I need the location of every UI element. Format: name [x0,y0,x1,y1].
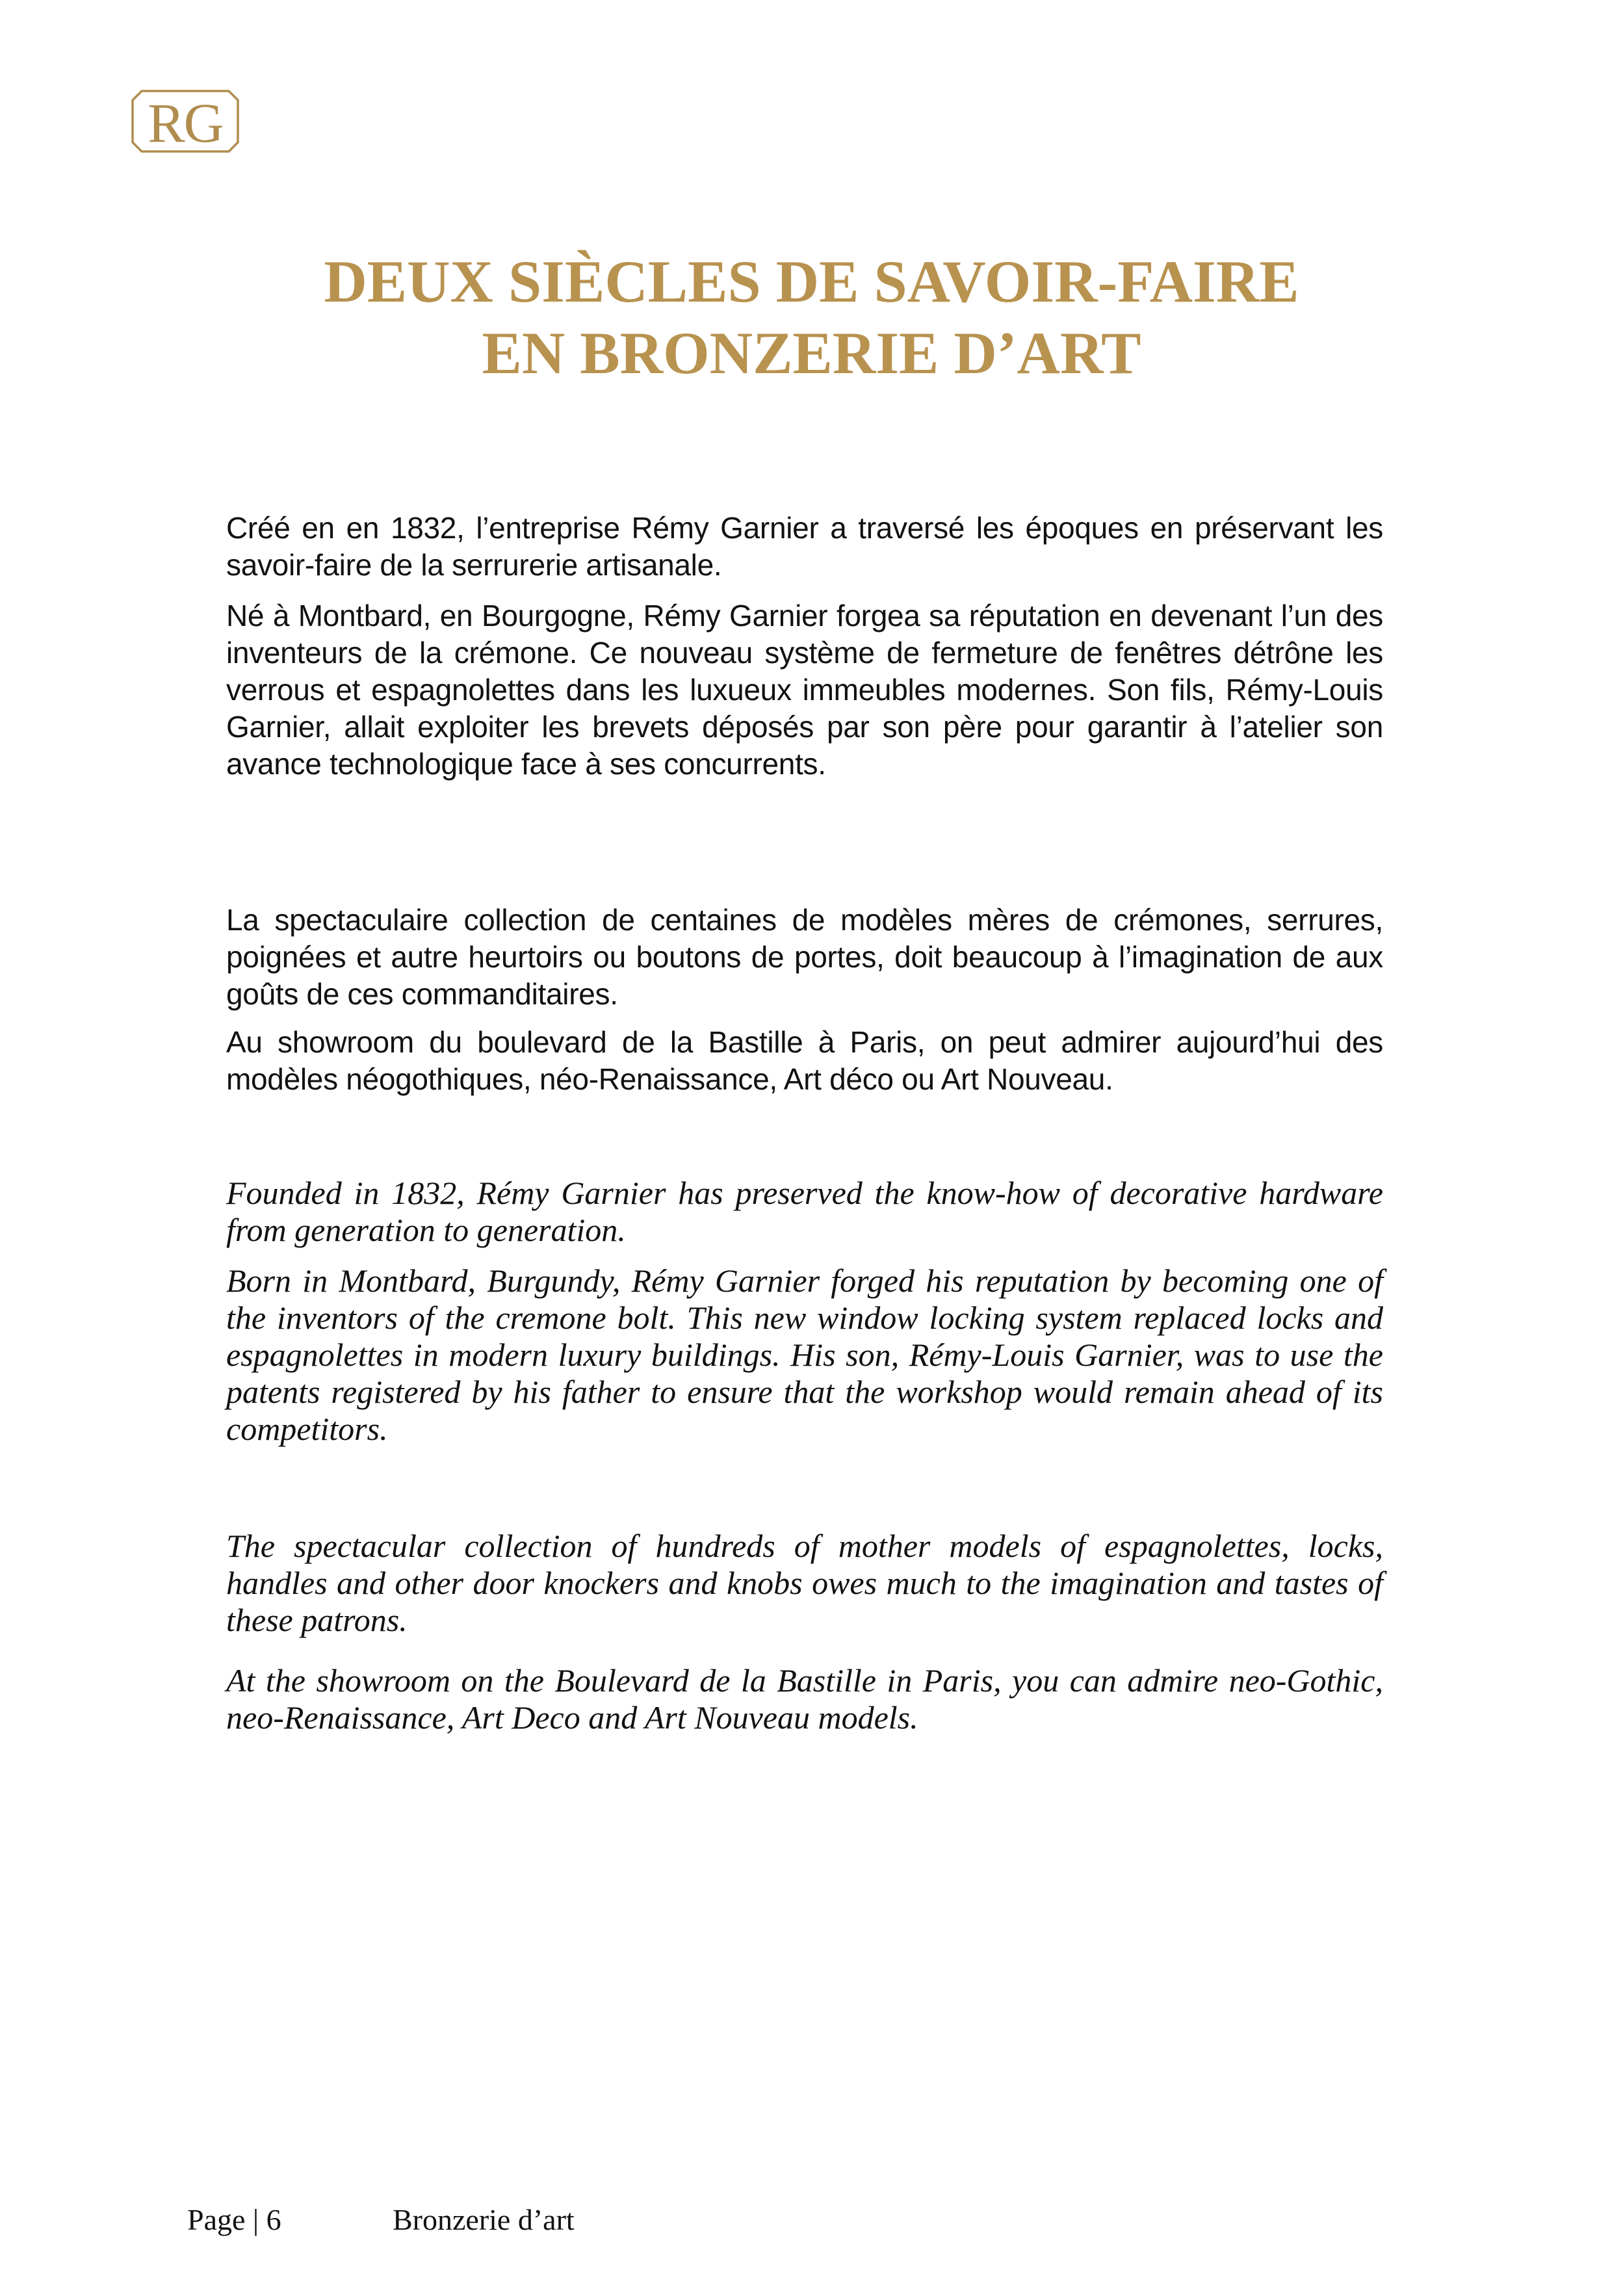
english-paragraph-4: At the showroom on the Boulevard de la Bastille in Paris, you can admire neo-Gothic, neo-Renaissance, Art Deco and Art Nouveau models. [226,1662,1383,1736]
page-number: Page | 6 [187,2203,281,2236]
french-paragraph-1: Créé en en 1832, l’entreprise Rémy Garnier a traversé les époques en préservant les savoir-faire de la serrurerie artisanale. [226,511,1383,582]
logo-monogram: RG [148,91,223,154]
english-paragraph-1: Founded in 1832, Rémy Garnier has preserved the know-how of decorative hardware from generation to generation. [226,1175,1383,1248]
title-line-2: EN BRONZERIE D’ART [482,320,1141,386]
french-paragraph-3: La spectaculaire collection de centaines de modèles mères de crémones, serrures, poignées et autre heurtoirs ou boutons de portes, doit beaucoup à l’imagination de aux goûts de ces commanditaires. [226,903,1383,1011]
french-paragraph-2: Né à Montbard, en Bourgogne, Rémy Garnier forgea sa réputation en devenant l’un des inventeurs de la crémone. Ce nouveau système de fermeture de fenêtres détrône les verrous et espagnolettes dans les luxueux immeubles modernes. Son fils, Rémy-Louis Garnier, allait exploiter les brevets déposés par son père pour garantir à l’atelier son avance technologique face à ses concurrents. [226,599,1383,781]
footer-section-title: Bronzerie d’art [393,2203,575,2236]
english-paragraph-2: Born in Montbard, Burgundy, Rémy Garnier forged his reputation by becoming one of the inventors of the cremone bolt. This new window locking system replaced locks and espagnolettes in modern luxury buildings. His son, Rémy-Louis Garnier, was to use the patents registered by his father to ensure that the workshop would remain ahead of its competitors. [226,1262,1383,1447]
rg-logo [131,90,239,153]
english-paragraph-3: The spectacular collection of hundreds of mother models of espagnolettes, locks, handles and other door knockers and knobs owes much to the imagination and tastes of these patrons. [226,1528,1383,1638]
title-line-1: DEUX SIÈCLES DE SAVOIR-FAIRE [324,248,1299,315]
french-paragraph-4: Au showroom du boulevard de la Bastille à Paris, on peut admirer aujourd’hui des modèles néogothiques, néo-Renaissance, Art déco ou Art Nouveau. [226,1025,1383,1096]
page-footer [0,2200,1623,2239]
page-title [0,246,1623,389]
